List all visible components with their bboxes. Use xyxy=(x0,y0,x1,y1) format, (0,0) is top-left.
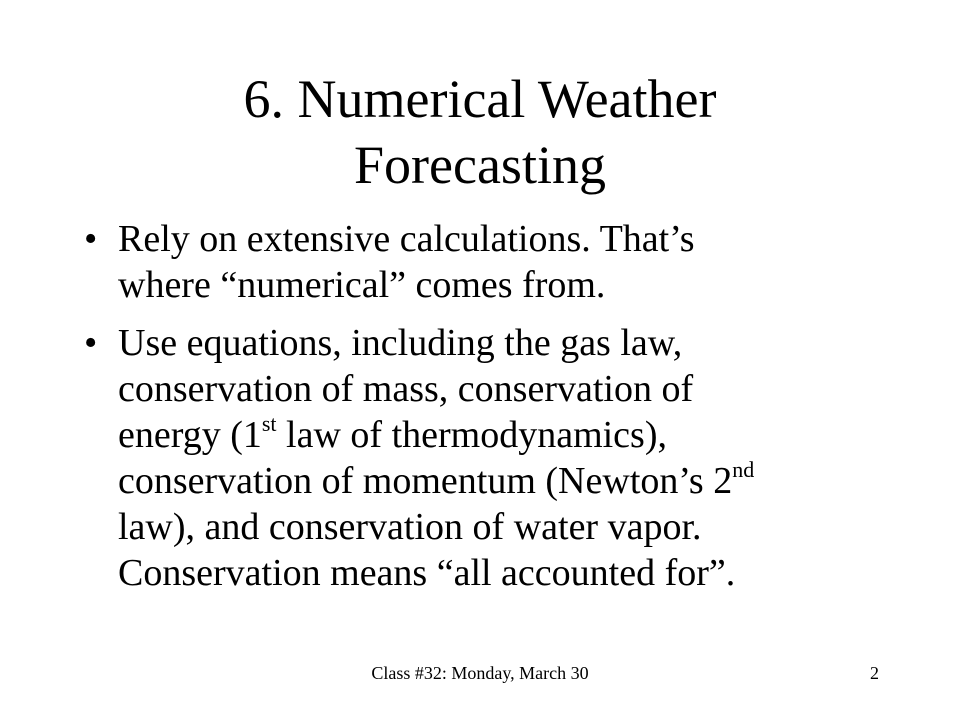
bullet-text-line: conservation of mass, conservation of xyxy=(118,368,694,410)
bullet-text-line: Conservation means “all accounted for”. xyxy=(118,552,736,594)
bullet-text-line xyxy=(118,412,880,458)
bullet-text-line: Use equations, including the gas law, xyxy=(118,322,683,364)
bullet-item-equations xyxy=(80,320,880,596)
text-segment: law of thermodynamics), xyxy=(276,414,667,456)
text-segment: conservation of momentum (Newton’s 2 xyxy=(118,460,733,502)
page-number: 2 xyxy=(870,663,879,683)
bullet-list xyxy=(80,216,880,608)
footer-class-label: Class #32: Monday, March 30 xyxy=(371,663,589,683)
title-line-2: Forecasting xyxy=(354,135,606,195)
title-line-1: 6. Numerical Weather xyxy=(243,69,717,129)
superscript: nd xyxy=(732,457,755,482)
bullet-text-line: law), and conservation of water vapor. xyxy=(118,506,702,548)
text-segment: energy (1 xyxy=(118,414,262,456)
bullet-dot-icon: • xyxy=(84,322,98,364)
bullet-text-line: where “numerical” comes from. xyxy=(118,264,606,306)
superscript: st xyxy=(261,411,277,436)
slide-title xyxy=(96,66,864,198)
bullet-text-line: Rely on extensive calculations. That’s xyxy=(118,218,695,260)
bullet-dot-icon: • xyxy=(84,218,98,260)
bullet-text-line xyxy=(118,458,880,504)
bullet-item-calculations xyxy=(80,216,880,308)
